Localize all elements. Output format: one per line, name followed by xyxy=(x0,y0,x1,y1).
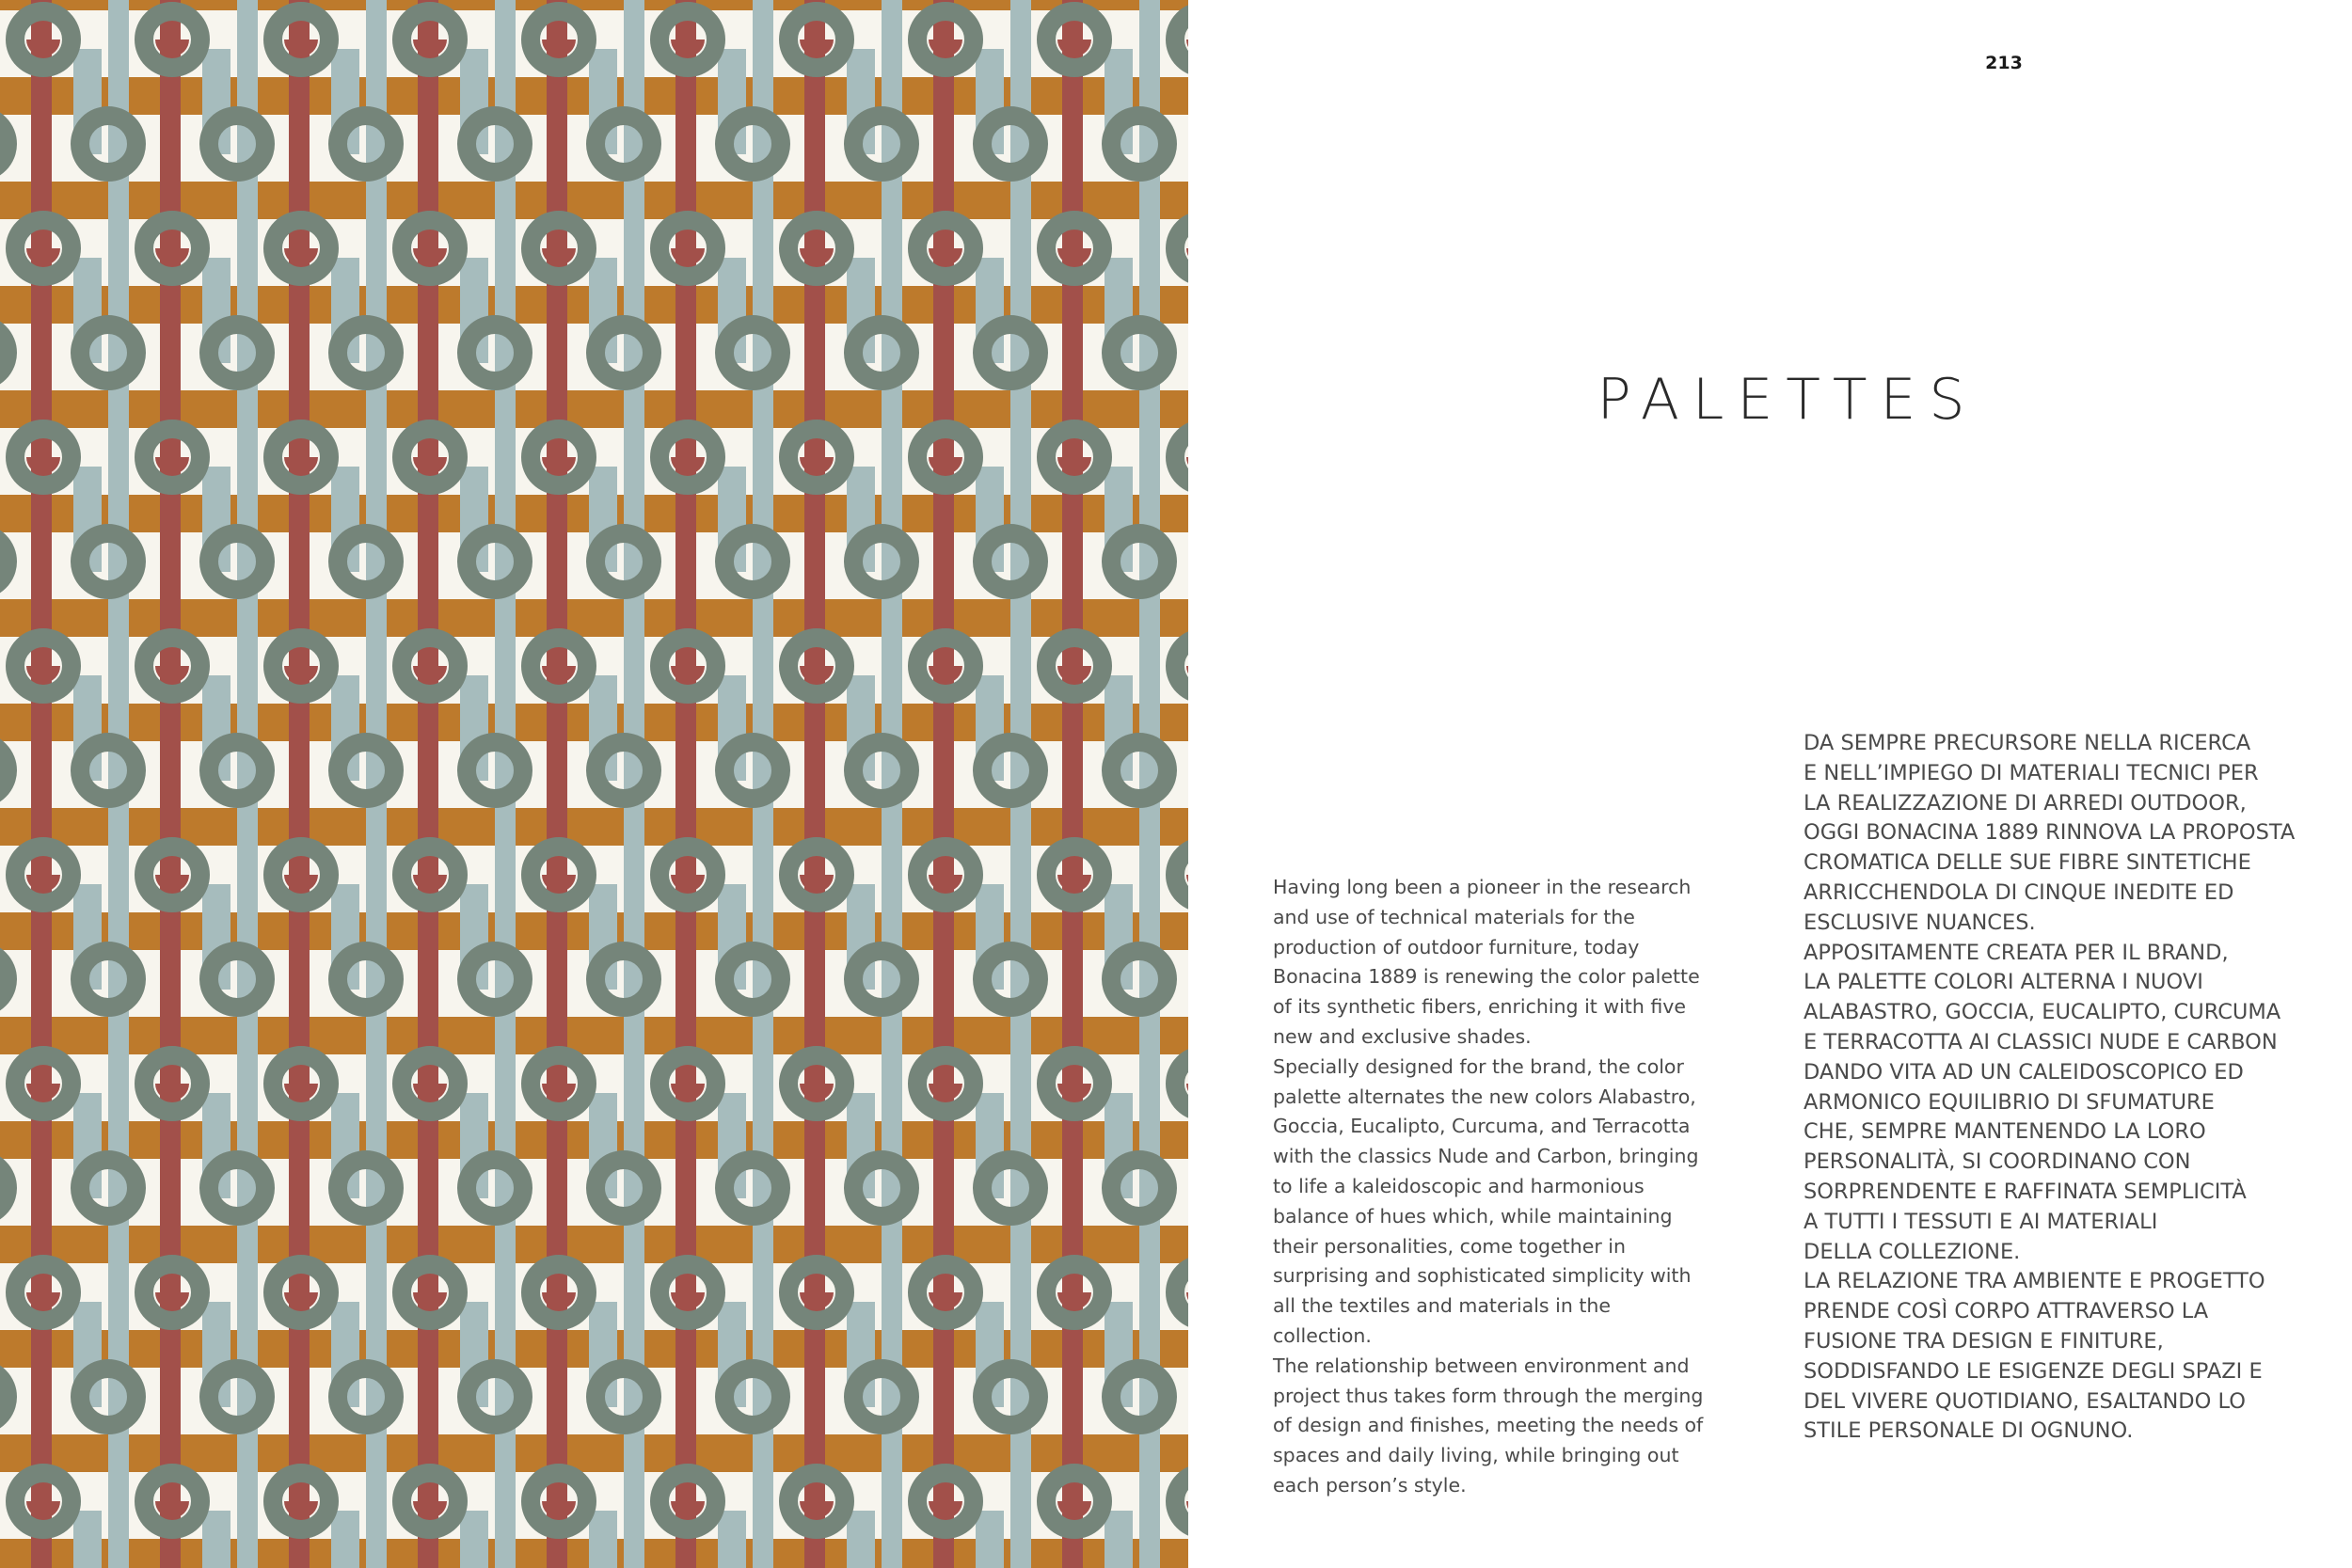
english-paragraph: Having long been a pioneer in the research and use of technical materials for the production of outdoor furniture, today Bonacina 1889 is renewing the color palette of its synthetic fibers, enriching it with five new and exclusive shades. xyxy=(1273,876,1700,1048)
english-paragraph: The relationship between environment and project thus takes form through the merging of design and finishes, meeting the needs of spaces and daily living, while bringing out each person’s style. xyxy=(1273,1354,1704,1497)
italian-paragraph: DA SEMPRE PRECURSORE NELLA RICERCA E NELL’IMPIEGO DI MATERIALI TECNICI PER LA REALIZZAZIONE DI ARREDI OUTDOOR, OGGI BONACINA 1889 RINNOVA LA PROPOSTA CROMATICA DELLE SUE FIBRE SINTETICHE ARRICCHENDOLA DI CINQUE INEDITE ED ESCLUSIVE NUANCES. xyxy=(1804,731,2296,935)
italian-body-text xyxy=(1804,729,2312,1447)
italian-paragraph: LA RELAZIONE TRA AMBIENTE E PROGETTO PRENDE COSÌ CORPO ATTRAVERSO LA FUSIONE TRA DESIGN E FINITURE, SODDISFANDO LE ESIGENZE DEGLI SPAZI E DEL VIVERE QUOTIDIANO, ESALTANDO LO STILE PERSONALE DI OGNUNO. xyxy=(1804,1269,2265,1444)
english-paragraph: Specially designed for the brand, the color palette alternates the new colors Alabastro, Goccia, Eucalipto, Curcuma, and Terracotta with the classics Nude and Carbon, bringing to life a kaleidoscopic and harmonious balance of hues which, while maintaining their personalities, come together in surprising and sophisticated simplicity with all the textiles and materials in the collection. xyxy=(1273,1054,1699,1347)
section-title: PALETTES xyxy=(1597,367,1979,433)
english-body-text xyxy=(1273,873,1706,1501)
page-number: 213 xyxy=(1985,53,2023,73)
italian-paragraph: APPOSITAMENTE CREATA PER IL BRAND, LA PALETTE COLORI ALTERNA I NUOVI ALABASTRO, GOCCIA, EUCALIPTO, CURCUMA E TERRACOTTA AI CLASSICI NUDE E CARBON DANDO VITA AD UN CALEIDOSCOPICO ED ARMONICO EQUILIBRIO DI SFUMATURE CHE, SEMPRE MANTENENDO LA LORO PERSONALITÀ, SI COORDINANO CON SORPRENDENTE E RAFFINATA SEMPLICITÀ A TUTTI I TESSUTI E AI MATERIALI DELLA COLLEZIONE. xyxy=(1804,940,2281,1264)
